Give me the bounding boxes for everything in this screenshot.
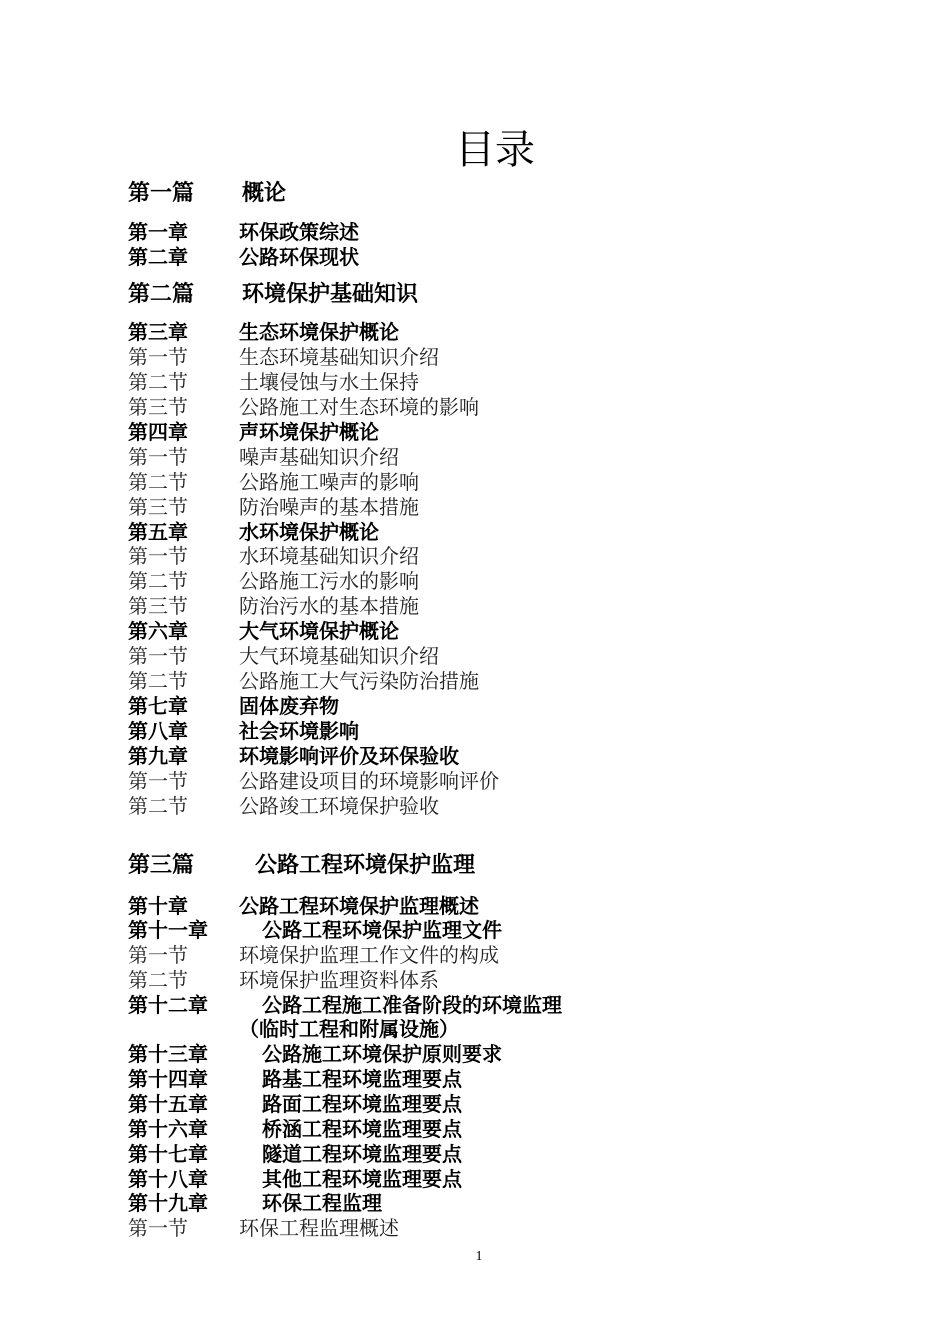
toc-entry-label: 第一篇 [128, 181, 195, 206]
toc-entry-label: 第十四章 [128, 1067, 208, 1091]
toc-entry-title: 水环境保护概论 [239, 520, 379, 544]
toc-entry-title: 环保工程监理概述 [239, 1216, 399, 1240]
toc-entry-title: 环保政策综述 [239, 220, 359, 244]
toc-entry-title: 环境影响评价及环保验收 [239, 744, 459, 768]
toc-entry-label: 第十七章 [128, 1142, 208, 1166]
toc-entry-label: 第十五章 [128, 1092, 208, 1116]
toc-entry-label: 第九章 [128, 744, 188, 768]
toc-entry-label: 第二节 [128, 470, 188, 494]
toc-entry-label: 第十六章 [128, 1117, 208, 1141]
toc-entry-title: 公路施工污水的影响 [239, 569, 419, 593]
toc-entry-title: 环保工程监理 [262, 1191, 382, 1215]
toc-entry-label: 第四章 [128, 420, 188, 444]
toc-entry-label: 第二节 [128, 370, 188, 394]
toc-entry-label: 第三篇 [128, 853, 195, 878]
toc-entry-title: 大气环境保护概论 [239, 619, 399, 643]
toc-entry-label: 第一章 [128, 220, 188, 244]
toc-entry-title: 其他工程环境监理要点 [262, 1167, 462, 1191]
toc-entry-label: 第十三章 [128, 1042, 208, 1066]
toc-entry-label: 第一节 [128, 445, 188, 469]
toc-entry-title: 桥涵工程环境监理要点 [262, 1117, 462, 1141]
toc-entry-title: 噪声基础知识介绍 [239, 445, 399, 469]
toc-entry-label: 第五章 [128, 520, 188, 544]
toc-entry-label: 第十二章 [128, 993, 208, 1017]
page-number: 1 [475, 1249, 483, 1264]
toc-entry-title: 隧道工程环境监理要点 [262, 1142, 462, 1166]
toc-title: 目录 [455, 127, 535, 173]
toc-entry-label: 第一节 [128, 544, 188, 568]
toc-entry-title: 概论 [242, 181, 287, 206]
toc-entry-title: 环境保护监理资料体系 [239, 968, 439, 992]
toc-entry-label: 第一节 [128, 943, 188, 967]
toc-entry-label: 第十八章 [128, 1167, 208, 1191]
toc-entry-title: 路基工程环境监理要点 [262, 1067, 462, 1091]
toc-entry-title: 防治污水的基本措施 [239, 594, 419, 618]
toc-entry-title: 公路工程环境保护监理文件 [262, 918, 502, 942]
toc-entry-label: 第十一章 [128, 918, 208, 942]
toc-entry-label: 第二篇 [128, 282, 195, 307]
toc-entry-label: 第二节 [128, 569, 188, 593]
toc-entry-title: 公路工程环境保护监理概述 [239, 894, 479, 918]
toc-entry-title: 水环境基础知识介绍 [239, 544, 419, 568]
toc-entry-title: 防治噪声的基本措施 [239, 495, 419, 519]
toc-entry-title: 声环境保护概论 [239, 420, 379, 444]
toc-entry-label: 第一节 [128, 345, 188, 369]
toc-entry-title: 公路建设项目的环境影响评价 [239, 769, 499, 793]
toc-entry-label: 第六章 [128, 619, 188, 643]
toc-entry-label: 第一节 [128, 769, 188, 793]
toc-entry-label: 第二节 [128, 794, 188, 818]
toc-entry-label: 第三节 [128, 495, 188, 519]
toc-entry-label: 第一节 [128, 644, 188, 668]
toc-entry-label: 第二章 [128, 245, 188, 269]
toc-entry-title: 固体废弃物 [239, 694, 339, 718]
toc-entry-title: 公路工程环境保护监理 [255, 853, 476, 878]
toc-entry-title: 社会环境影响 [239, 719, 359, 743]
toc-entry-label: 第三节 [128, 594, 188, 618]
toc-entry-title: 公路环保现状 [239, 245, 359, 269]
toc-entry-label: 第二节 [128, 669, 188, 693]
toc-entry-label: 第十章 [128, 894, 188, 918]
toc-entry-label: 第八章 [128, 719, 188, 743]
toc-entry-title: （临时工程和附属设施） [239, 1017, 459, 1041]
toc-entry-title: 公路施工大气污染防治措施 [239, 669, 479, 693]
toc-entry-title: 路面工程环境监理要点 [262, 1092, 462, 1116]
toc-entry-label: 第一节 [128, 1216, 188, 1240]
toc-entry-title: 环境保护基础知识 [242, 282, 419, 307]
toc-entry-title: 生态环境基础知识介绍 [239, 345, 439, 369]
toc-entry-title: 公路工程施工准备阶段的环境监理 [262, 993, 562, 1017]
toc-entry-label: 第七章 [128, 694, 188, 718]
toc-entry-title: 公路施工环境保护原则要求 [262, 1042, 502, 1066]
toc-entry-title: 公路施工对生态环境的影响 [239, 395, 479, 419]
toc-entry-label: 第三章 [128, 320, 188, 344]
toc-entry-title: 土壤侵蚀与水土保持 [239, 370, 419, 394]
toc-entry-label: 第三节 [128, 395, 188, 419]
toc-entry-label: 第二节 [128, 968, 188, 992]
toc-entry-label: 第十九章 [128, 1191, 208, 1215]
toc-entry-title: 公路竣工环境保护验收 [239, 794, 439, 818]
toc-entry-title: 环境保护监理工作文件的构成 [239, 943, 499, 967]
toc-entry-title: 生态环境保护概论 [239, 320, 399, 344]
toc-entry-title: 大气环境基础知识介绍 [239, 644, 439, 668]
toc-entry-title: 公路施工噪声的影响 [239, 470, 419, 494]
